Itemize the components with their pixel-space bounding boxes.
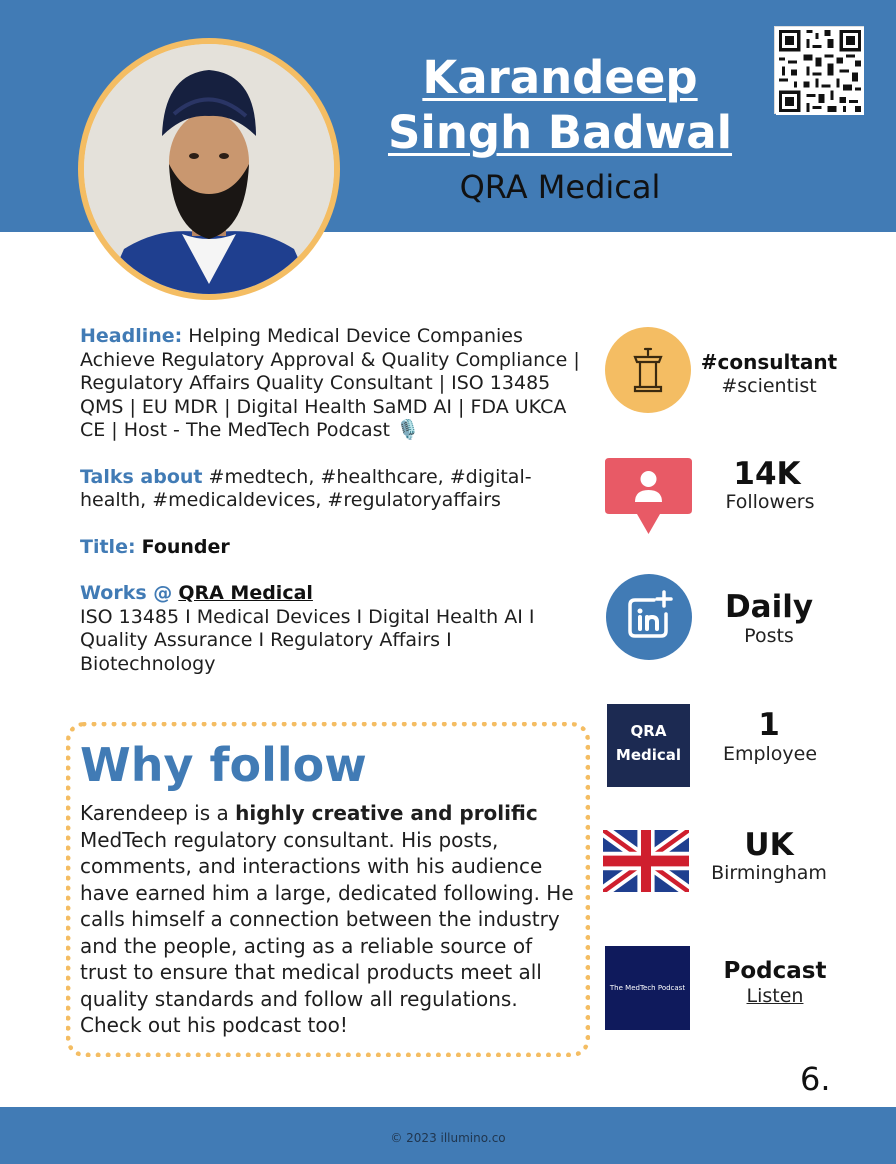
page-number: 6.	[800, 1060, 831, 1098]
profile-avatar	[78, 38, 340, 300]
svg-text:QRA: QRA	[630, 722, 667, 740]
title-section	[80, 536, 580, 560]
followers-label: Followers	[725, 491, 815, 513]
qr-code-icon	[775, 27, 865, 115]
employee-count: 1	[758, 707, 780, 743]
podcast-title: Podcast	[723, 958, 827, 984]
profile-name	[380, 50, 740, 160]
qra-medical-logo	[607, 704, 690, 787]
portrait-illustration	[84, 44, 334, 294]
profile-company: QRA Medical	[459, 168, 661, 206]
headline-section	[80, 325, 580, 443]
posting-label: Posts	[744, 625, 794, 647]
followers-count: 14K	[733, 456, 801, 492]
talks-about-section	[80, 466, 580, 513]
svg-text:Medical: Medical	[615, 746, 682, 764]
works-company-link[interactable]: QRA Medical	[178, 582, 313, 604]
tag-primary: #consultant	[700, 350, 838, 374]
footer-copyright: © 2023 illumino.co	[390, 1131, 506, 1145]
works-section	[80, 582, 580, 676]
podcast-cover-icon[interactable]	[605, 946, 690, 1030]
name-line-1: Karandeep	[422, 51, 698, 104]
tag-secondary: #scientist	[721, 375, 817, 397]
podium-icon	[605, 327, 691, 413]
svg-text:The MedTech Podcast: The MedTech Podcast	[609, 984, 686, 992]
talks-about-label: Talks about	[80, 465, 203, 488]
headline-text: Helping Medical Device Companies Achieve Regulatory Approval & Quality Compliance | Regulatory Affairs Quality Consultant | ISO 13485 QMS | EU MDR | Digital Health SaMD AI | FDA UKCA CE | Host - The MedTech Podcast 🎙️	[80, 325, 580, 441]
follower-notification-icon	[605, 458, 692, 536]
name-line-2: Singh Badwal	[387, 106, 733, 159]
why-follow-highlight: highly creative and prolific	[235, 801, 538, 825]
podcast-listen-link[interactable]: Listen	[746, 985, 804, 1007]
title-value: Founder	[141, 535, 230, 558]
location-city: Birmingham	[711, 862, 827, 884]
title-label: Title:	[80, 535, 136, 558]
linkedin-add-icon	[606, 574, 692, 660]
qr-code[interactable]	[774, 26, 864, 114]
why-follow-title: Why follow	[80, 738, 367, 792]
talks-about-text: #medtech, #healthcare, #digital-health, #medicaldevices, #regulatoryaffairs	[80, 465, 532, 511]
profile-info	[80, 325, 580, 699]
works-description: ISO 13485 I Medical Devices I Digital Health AI I Quality Assurance I Regulatory Affairs I Biotechnology	[80, 605, 535, 675]
posting-frequency: Daily	[724, 589, 814, 625]
employee-label: Employee	[722, 743, 818, 765]
headline-label: Headline:	[80, 325, 183, 347]
uk-flag-icon	[603, 830, 689, 892]
why-follow-text: Karendeep is a highly creative and prolific MedTech regulatory consultant. His posts, comments, and interactions with his audience have earned him a large, dedicated following. He calls himself a connection between the industry and the people, acting as a reliable source of trust to ensure that medical products meet all quality standards and follow all regulations. Check out his podcast too!	[80, 801, 574, 1037]
works-label: Works @	[80, 582, 173, 604]
location-country: UK	[744, 827, 794, 863]
